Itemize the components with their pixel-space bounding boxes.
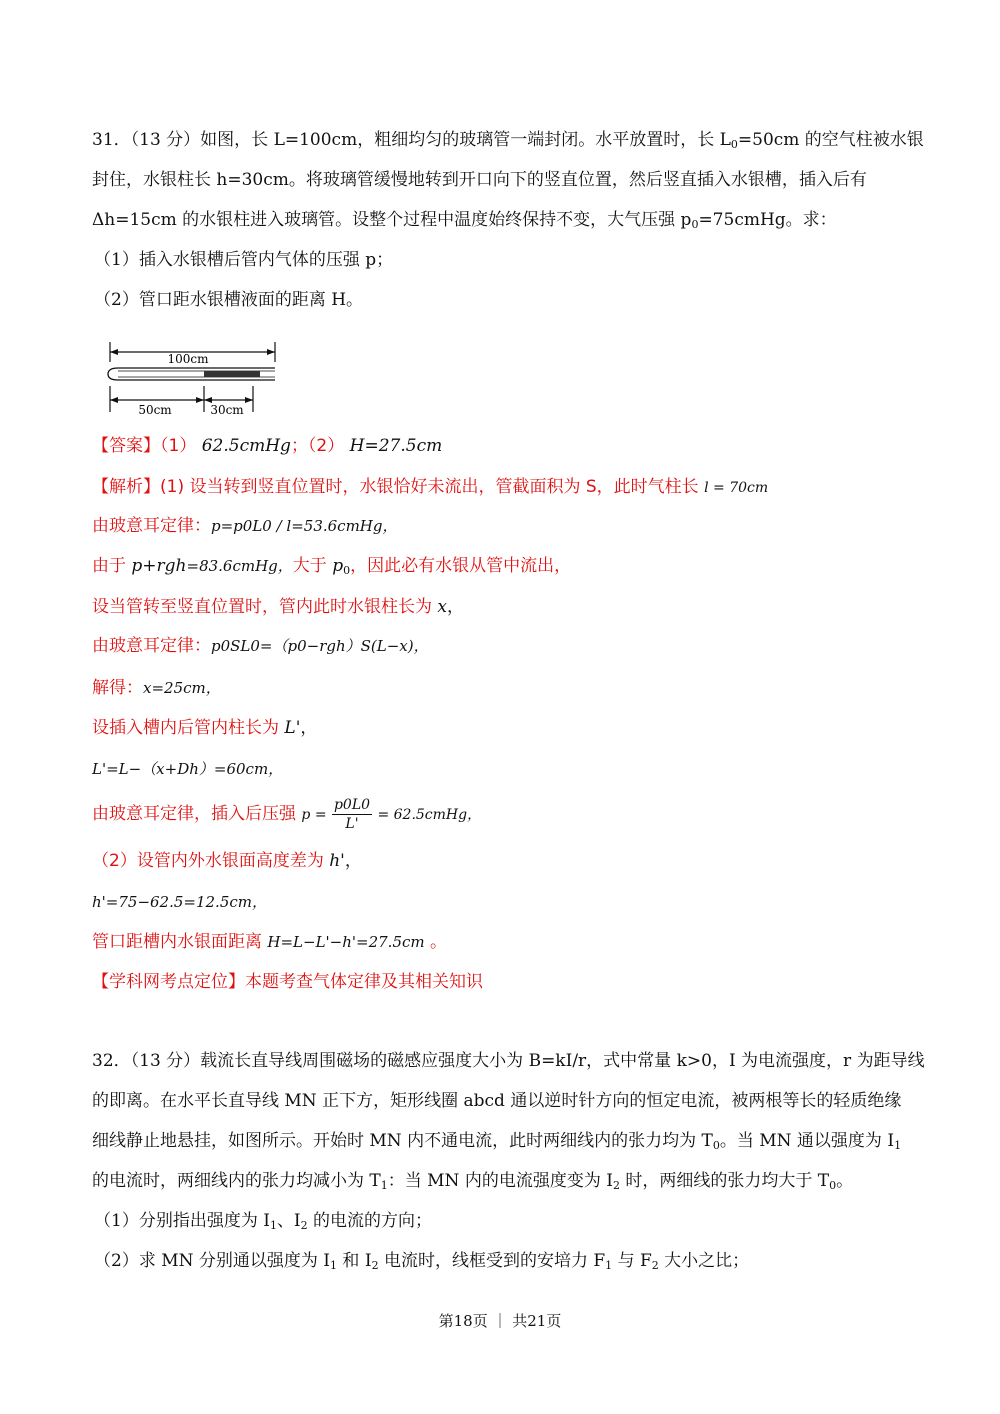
q31-analysis-line-8: L'=L−（x+Dh）=60cm， [92, 760, 284, 778]
q31-knowledge-point: 【学科网考点定位】本题考查气体定律及其相关知识 [92, 972, 483, 992]
q31-sub-question-1: （1）插入水银槽后管内气体的压强 p； [94, 250, 394, 270]
q32-stem-line-3: 细线静止地悬挂，如图所示。开始时 MN 内不通电流，此时两细线内的张力均为 $T_0$。当 MN 通以强度为 $I_1$ [92, 1131, 902, 1152]
q32-stem-line-1: 32．（13 分）载流长直导线周围磁场的磁感应强度大小为 B=kI/r，式中常量 k>0，I 为电流强度，r 为距导线 [92, 1051, 925, 1071]
q31-analysis-line-4: 设当管转至竖直位置时，管内此时水银柱长为 x， [92, 597, 464, 617]
page-footer: 第18页 ｜ 共21页 [438, 1312, 562, 1330]
q31-stem-line-2: 封住，水银柱长 h=30cm。将玻璃管缓慢地转到开口向下的竖直位置，然后竖直插入水银槽，插入后有 [92, 170, 867, 190]
q31-analysis-line-12: 管口距槽内水银面距离 H=L−L'−h'=27.5cm 。 [92, 932, 448, 952]
q31-analysis-line-5: 由玻意耳定律：p0SL0=（p0−rgh）S(L−x)， [92, 636, 429, 656]
q31-analysis-line-7: 设插入槽内后管内柱长为 L'， [92, 718, 318, 738]
q31-analysis-line-3: 由于 p+rgh=83.6cmHg，大于 $p_0$，因此必有水银从管中流出， [92, 556, 572, 577]
q31-analysis-line-2: 由玻意耳定律：p=p0L0 / l=53.6cmHg， [92, 516, 398, 536]
q32-stem-line-2: 的即离。在水平长直导线 MN 正下方，矩形线圈 abcd 通以逆时针方向的恒定电流，被两根等长的轻质绝缘 [92, 1091, 902, 1111]
q31-answer: 【答案】（1） 62.5cmHg；（2） H=27.5cm [92, 436, 443, 456]
q31-analysis-line-10: （2）设管内外水银面高度差为 h'， [92, 851, 362, 871]
q31-sub-question-2: （2）管口距水银槽液面的距离 H。 [94, 290, 364, 310]
q32-sub-question-1: （1）分别指出强度为 $I_1$、$I_2$ 的电流的方向； [94, 1211, 433, 1232]
figure-air-length-label: 50cm [138, 403, 172, 417]
q31-analysis-line-6: 解得：x=25cm， [92, 678, 221, 698]
figure-mercury-column [204, 371, 260, 377]
q31-stem-line-3: Δh=15cm 的水银柱进入玻璃管。设整个过程中温度始终保持不变，大气压强 $p_0=75cmHg$。求： [92, 210, 837, 231]
figure-total-length-label: 100cm [167, 352, 209, 366]
q32-sub-question-2: （2）求 MN 分别通以强度为 $I_1$ 和 $I_2$ 电流时，线框受到的安培力 $F_1$ 与 $F_2$ 大小之比； [94, 1251, 750, 1272]
q31-analysis-line-9: 由玻意耳定律，插入后压强 p = $\frac{p0L0}{L'}$ = 62.5cmHg， [92, 797, 482, 832]
q31-analysis-line-1: 【解析】(1) 设当转到竖直位置时，水银恰好未流出，管截面积为 S，此时气柱长 l = 70cm [92, 477, 769, 497]
q31-tube-figure [100, 338, 290, 420]
q32-stem-line-4: 的电流时，两细线内的张力均减小为 $T_1$：当 MN 内的电流强度变为 $I_2$ 时，两细线的张力均大于 $T_0$。 [92, 1171, 854, 1192]
figure-mercury-length-label: 30cm [210, 403, 244, 417]
q31-stem-line-1: 31．（13 分）如图，长 L=100cm，粗细均匀的玻璃管一端封闭。水平放置时，长 $L_0=50cm$ 的空气柱被水银 [92, 130, 924, 151]
q31-analysis-line-11: h'=75−62.5=12.5cm， [92, 893, 267, 911]
pressure-fraction: $\frac{p0L0}{L'}$ [333, 797, 371, 832]
